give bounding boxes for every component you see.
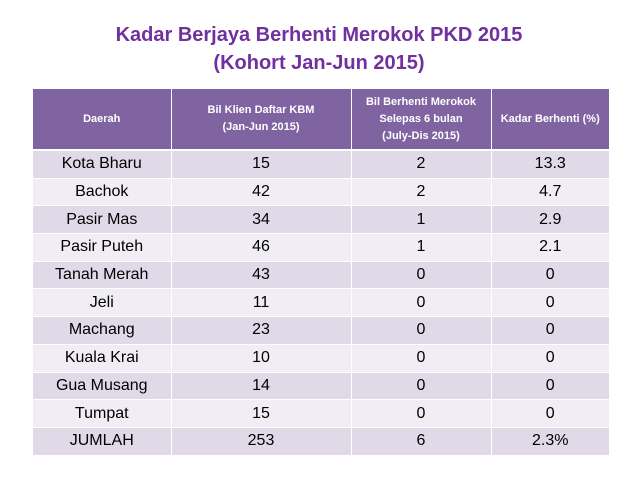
cell-daerah: JUMLAH <box>33 427 171 455</box>
cell-daerah: Gua Musang <box>33 372 171 400</box>
table-header-row <box>33 89 609 150</box>
header-daerah: Daerah <box>33 89 171 150</box>
cell-bil-berhenti: 0 <box>351 372 491 400</box>
header-bil-berhenti: Bil Berhenti Merokok Selepas 6 bulan (July-Dis 2015) <box>351 89 491 150</box>
table-row <box>33 344 609 372</box>
cell-bil-berhenti: 1 <box>351 234 491 262</box>
header-kadar-berhenti: Kadar Berhenti (%) <box>491 89 609 150</box>
cell-daerah: Machang <box>33 317 171 345</box>
cell-bil-klien: 10 <box>171 344 351 372</box>
cell-daerah: Jeli <box>33 289 171 317</box>
cell-bil-berhenti: 1 <box>351 206 491 234</box>
table-row <box>33 234 609 262</box>
cell-bil-berhenti: 2 <box>351 150 491 178</box>
cell-bil-klien: 15 <box>171 400 351 428</box>
cell-bil-berhenti: 6 <box>351 427 491 455</box>
cell-bil-klien: 46 <box>171 234 351 262</box>
table-row <box>33 317 609 345</box>
cell-bil-berhenti: 0 <box>351 317 491 345</box>
cell-bil-klien: 253 <box>171 427 351 455</box>
cell-daerah: Tumpat <box>33 400 171 428</box>
cell-daerah: Tanah Merah <box>33 261 171 289</box>
cell-kadar: 2.3% <box>491 427 609 455</box>
table-row <box>33 261 609 289</box>
cell-kadar: 0 <box>491 372 609 400</box>
cell-kadar: 0 <box>491 289 609 317</box>
cell-kadar: 4.7 <box>491 178 609 206</box>
cell-bil-klien: 11 <box>171 289 351 317</box>
cell-kadar: 0 <box>491 317 609 345</box>
cell-kadar: 13.3 <box>491 150 609 178</box>
cell-bil-klien: 15 <box>171 150 351 178</box>
table-row <box>33 400 609 428</box>
page-subtitle: (Kohort Jan-Jun 2015) <box>213 52 425 74</box>
cell-bil-klien: 23 <box>171 317 351 345</box>
cell-bil-klien: 42 <box>171 178 351 206</box>
cell-bil-klien: 14 <box>171 372 351 400</box>
cell-bil-klien: 34 <box>171 206 351 234</box>
cell-kadar: 2.1 <box>491 234 609 262</box>
header-bil-klien: Bil Klien Daftar KBM (Jan-Jun 2015) <box>171 89 351 150</box>
cell-daerah: Pasir Puteh <box>33 234 171 262</box>
cell-bil-berhenti: 0 <box>351 261 491 289</box>
cell-kadar: 0 <box>491 344 609 372</box>
page-title: Kadar Berjaya Berhenti Merokok PKD 2015 <box>115 24 523 46</box>
cell-daerah: Kota Bharu <box>33 150 171 178</box>
cell-daerah: Bachok <box>33 178 171 206</box>
table-row <box>33 372 609 400</box>
cell-daerah: Pasir Mas <box>33 206 171 234</box>
cell-bil-berhenti: 0 <box>351 289 491 317</box>
cell-bil-berhenti: 0 <box>351 344 491 372</box>
total-row <box>33 427 609 455</box>
cell-daerah: Kuala Krai <box>33 344 171 372</box>
results-table <box>33 89 609 456</box>
cell-kadar: 2.9 <box>491 206 609 234</box>
table-row <box>33 289 609 317</box>
cell-kadar: 0 <box>491 400 609 428</box>
cell-bil-berhenti: 0 <box>351 400 491 428</box>
table-row <box>33 206 609 234</box>
cell-bil-berhenti: 2 <box>351 178 491 206</box>
table-row <box>33 178 609 206</box>
cell-kadar: 0 <box>491 261 609 289</box>
table-row <box>33 150 609 178</box>
cell-bil-klien: 43 <box>171 261 351 289</box>
